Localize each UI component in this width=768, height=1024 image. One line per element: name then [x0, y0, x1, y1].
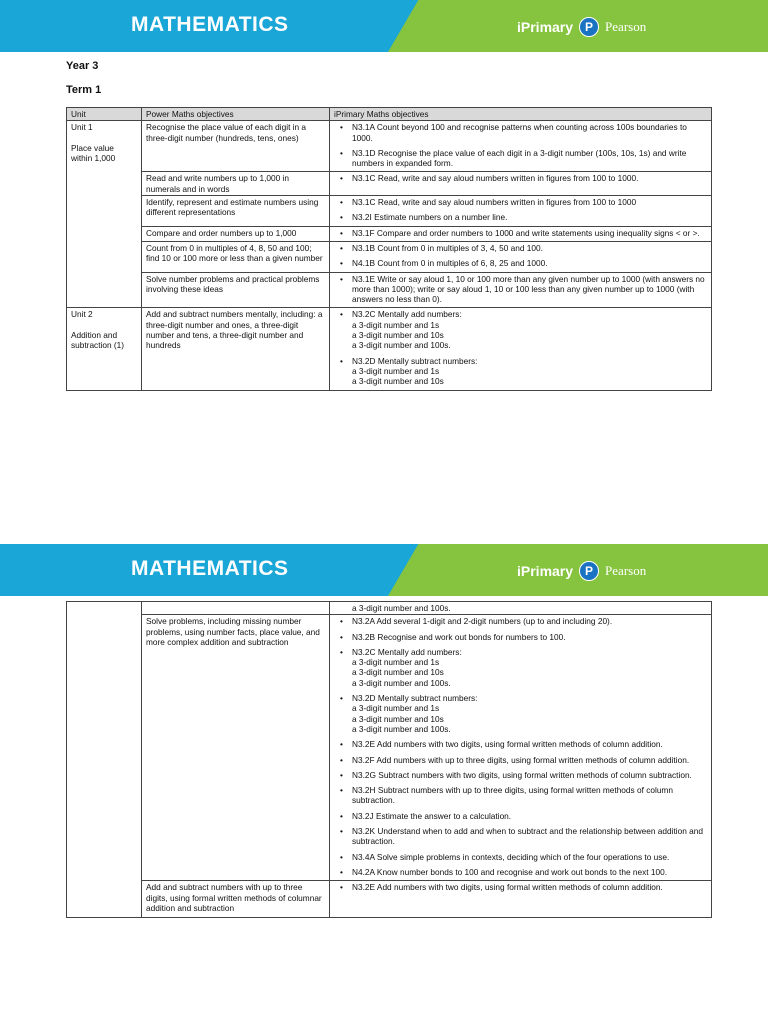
power-objective	[142, 602, 330, 615]
brand-pearson: Pearson	[605, 563, 647, 578]
unit-cell	[67, 308, 142, 390]
brand-iprimary: iPrimary	[517, 563, 574, 579]
list-item: • N3.2E Add numbers with two digits, using formal written methods of column addition.	[334, 882, 707, 892]
list-item-text: • N3.2D Mentally subtract numbers:	[352, 355, 478, 366]
list-item-text: • N3.2C Mentally add numbers:	[352, 309, 462, 320]
table-row	[67, 196, 712, 227]
iprimary-objectives	[330, 881, 712, 918]
list-item: • N3.1B Count from 0 in multiples of 3, 4, 50 and 100.	[334, 243, 707, 253]
list-item: • N3.1A Count beyond 100 and recognise patterns when counting across 100s boundaries to 1000.	[334, 122, 707, 143]
sub-item: a 3-digit number and 1s	[352, 703, 440, 714]
column-header: iPrimary Maths objectives	[330, 108, 712, 121]
table-row	[67, 172, 712, 196]
list-item: • N3.1F Compare and order numbers to 1000 and write statements using inequality signs < or >.	[334, 228, 707, 238]
list-item: • N3.2H Subtract numbers with up to three digits, using formal written methods of column subtraction.	[334, 785, 707, 806]
sub-item: a 3-digit number and 1s	[352, 657, 440, 668]
list-item: • N3.4A Solve simple problems in contexts, deciding which of the four operations to use.	[334, 852, 707, 862]
iprimary-objectives	[330, 241, 712, 272]
objectives-table-continued	[66, 601, 712, 918]
power-objective: Read and write numbers up to 1,000 in numerals and in words	[142, 172, 330, 196]
sub-item: a 3-digit number and 100s.	[352, 677, 451, 688]
pearson-logo-icon: P	[579, 17, 599, 37]
list-item: • N3.2F Add numbers with up to three digits, using formal written methods of column addition.	[334, 755, 707, 765]
table-row	[67, 226, 712, 241]
unit-name: Unit 2	[71, 309, 93, 320]
iprimary-objectives	[330, 121, 712, 172]
list-item: • N3.2I Estimate numbers on a number line.	[334, 212, 707, 222]
list-item	[334, 647, 707, 688]
table-row	[67, 615, 712, 881]
power-objective: Recognise the place value of each digit in a three-digit number (hundreds, tens, ones)	[142, 121, 330, 172]
iprimary-objectives	[330, 272, 712, 308]
power-objective: Add and subtract numbers mentally, including: a three-digit number and ones, a three-digit number and tens, a three-digit number and hundreds	[142, 308, 330, 390]
table-row	[67, 308, 712, 390]
table-row	[67, 241, 712, 272]
list-item	[334, 356, 707, 387]
sub-item: a 3-digit number and 10s	[352, 330, 444, 341]
subject-title: MATHEMATICS	[131, 557, 289, 580]
unit-name: Unit 1	[71, 122, 93, 133]
list-item: • N3.1C Read, write and say aloud numbers written in figures from 100 to 1000.	[334, 173, 707, 183]
sub-item: a 3-digit number and 1s	[352, 319, 440, 330]
iprimary-objectives	[330, 172, 712, 196]
unit-description: Place value within 1,000	[71, 142, 116, 163]
list-item: • N4.2A Know number bonds to 100 and recognise and work out bonds to the next 100.	[334, 867, 707, 877]
table-header-row	[67, 108, 712, 121]
pearson-logo-icon: P	[579, 561, 599, 581]
sub-item: a 3-digit number and 10s	[352, 376, 444, 387]
iprimary-objectives	[330, 226, 712, 241]
power-objective: Identify, represent and estimate numbers using different representations	[142, 196, 330, 227]
table-row	[67, 881, 712, 918]
list-item: • N3.2J Estimate the answer to a calculation.	[334, 811, 707, 821]
list-item: • N3.2E Add numbers with two digits, using formal written methods of column addition.	[334, 739, 707, 749]
iprimary-objectives	[330, 308, 712, 390]
sub-item: a 3-digit number and 1s	[352, 365, 440, 376]
brand-iprimary: iPrimary	[517, 19, 574, 35]
unit-cell	[67, 121, 142, 308]
page2-banner	[0, 544, 768, 596]
table-row	[67, 121, 712, 172]
list-item-text: • N3.2C Mentally add numbers:	[352, 646, 462, 657]
subject-title: MATHEMATICS	[131, 13, 289, 36]
list-item: • N3.1D Recognise the place value of each digit in a 3-digit number (100s, 10s, 1s) and write numbers in expanded form.	[334, 148, 707, 169]
unit-cell	[67, 602, 142, 918]
sub-item: a 3-digit number and 100s.	[352, 723, 451, 734]
brand-pearson: Pearson	[605, 19, 647, 34]
list-item: • N3.1E Write or say aloud 1, 10 or 100 more than any given number up to 1000 (with answers no more than 1000); write or say aloud 1, 10 or 100 less than any given number up to 1000 (with answers no less than 0).	[334, 274, 707, 305]
year-heading: Year 3	[66, 60, 99, 72]
power-objective: Solve number problems and practical problems involving these ideas	[142, 272, 330, 308]
power-objective: Solve problems, including missing number problems, using number facts, place value, and more complex addition and subtraction	[142, 615, 330, 881]
sub-item: a 3-digit number and 10s	[352, 667, 444, 678]
list-item	[334, 693, 707, 734]
list-item: • N4.1B Count from 0 in multiples of 6, 8, 25 and 1000.	[334, 258, 707, 268]
objectives-table	[66, 107, 712, 391]
page1-banner	[0, 0, 768, 52]
list-item: • N3.2A Add several 1-digit and 2-digit numbers (up to and including 20).	[334, 616, 707, 626]
table-row	[67, 602, 712, 615]
list-item	[334, 309, 707, 350]
unit-description: Addition and subtraction (1)	[71, 329, 125, 351]
term-heading: Term 1	[66, 84, 102, 96]
sub-item: a 3-digit number and 100s.	[352, 340, 451, 351]
iprimary-objectives	[330, 196, 712, 227]
sub-item: a 3-digit number and 10s	[352, 713, 444, 724]
column-header: Unit	[67, 108, 142, 121]
list-item: • N3.2K Understand when to add and when to subtract and the relationship between addition and subtraction.	[334, 826, 707, 847]
list-item: • N3.1C Read, write and say aloud numbers written in figures from 100 to 1000	[334, 197, 707, 207]
power-objective: Add and subtract numbers with up to three digits, using formal written methods of columnar addition and subtraction	[142, 881, 330, 918]
table-row	[67, 272, 712, 308]
power-objective: Count from 0 in multiples of 4, 8, 50 and 100; find 10 or 100 more or less than a given number	[142, 241, 330, 272]
iprimary-objectives	[330, 602, 712, 615]
list-item-text: • N3.2D Mentally subtract numbers:	[352, 693, 478, 704]
continued-sub-item: a 3-digit number and 100s.	[352, 603, 451, 613]
brand	[517, 17, 646, 37]
power-objective: Compare and order numbers up to 1,000	[142, 226, 330, 241]
column-header: Power Maths objectives	[142, 108, 330, 121]
list-item: • N3.2G Subtract numbers with two digits, using formal written methods of column subtraction.	[334, 770, 707, 780]
list-item: • N3.2B Recognise and work out bonds for numbers to 100.	[334, 632, 707, 642]
brand	[517, 561, 646, 581]
iprimary-objectives	[330, 615, 712, 881]
